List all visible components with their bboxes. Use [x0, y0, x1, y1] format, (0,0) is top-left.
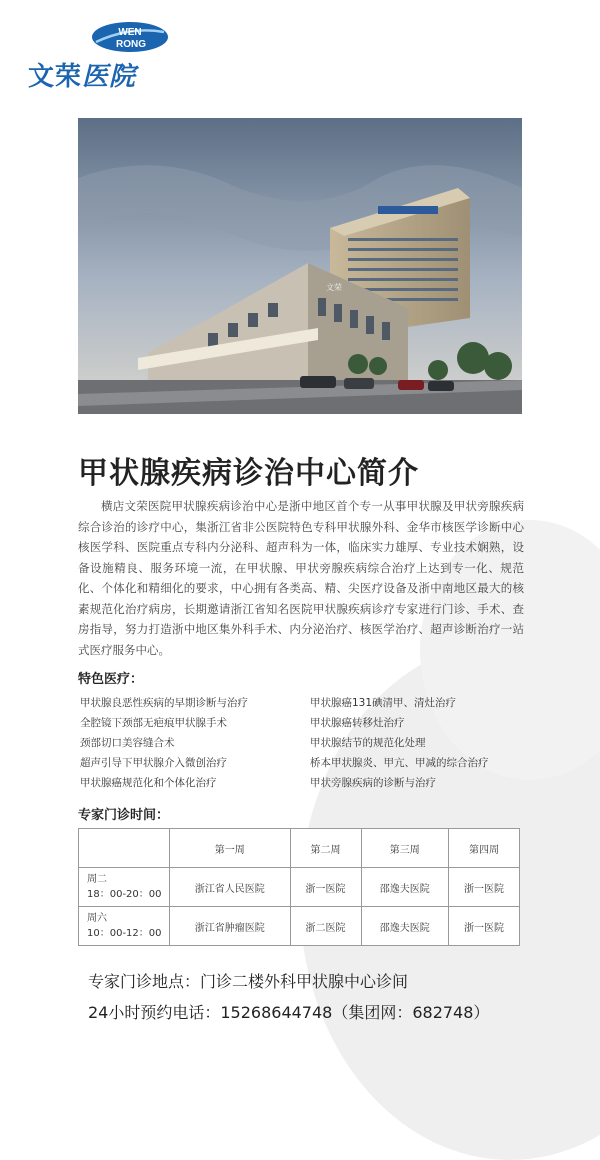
logo-badge-icon	[90, 20, 170, 54]
hospital-building-photo	[78, 118, 522, 414]
list-item: 甲状腺癌131碘清甲、清灶治疗	[310, 697, 457, 709]
table-header-cell: 第三周	[361, 829, 449, 868]
list-item: 甲状旁腺疾病的诊断与治疗	[310, 777, 436, 789]
list-item: 甲状腺良恶性疾病的早期诊断与治疗	[80, 697, 248, 709]
page-title: 甲状腺疾病诊治中心简介	[78, 456, 419, 491]
time-label: 10：00-12：00	[87, 928, 162, 939]
hospital-logo	[28, 20, 168, 90]
list-item: 全腔镜下颈部无疤痕甲状腺手术	[80, 717, 227, 729]
day-label: 周六	[87, 913, 107, 924]
svg-text:文荣: 文荣	[326, 283, 342, 292]
table-header-cell: 第一周	[170, 829, 291, 868]
table-header-cell	[79, 829, 170, 868]
svg-text:WEN: WEN	[118, 27, 142, 38]
features-heading: 特色医疗：	[78, 672, 144, 687]
table-cell: 浙一医院	[449, 868, 520, 907]
table-cell: 浙一医院	[449, 907, 520, 946]
row-header-cell	[79, 907, 170, 946]
list-item: 甲状腺癌转移灶治疗	[310, 717, 405, 729]
table-row	[79, 907, 520, 946]
table-cell: 浙江省肿瘤医院	[170, 907, 291, 946]
clinic-location: 专家门诊地点：门诊二楼外科甲状腺中心诊间	[88, 972, 409, 991]
appointment-phone: 24小时预约电话：15268644748（集团网：682748）	[88, 1003, 490, 1022]
logo-wordmark: 文荣医院	[28, 62, 137, 92]
list-item: 甲状腺结节的规范化处理	[310, 737, 426, 749]
table-row	[79, 868, 520, 907]
table-header-cell: 第四周	[449, 829, 520, 868]
schedule-heading: 专家门诊时间：	[78, 808, 170, 823]
list-item: 桥本甲状腺炎、甲亢、甲减的综合治疗	[310, 757, 489, 769]
list-item: 甲状腺癌规范化和个体化治疗	[80, 777, 217, 789]
table-cell: 浙二医院	[290, 907, 361, 946]
table-cell: 邵逸夫医院	[361, 868, 449, 907]
table-header-row	[79, 829, 520, 868]
day-label: 周二	[87, 874, 107, 885]
row-header-cell	[79, 868, 170, 907]
schedule-table	[78, 828, 520, 946]
intro-paragraph: 横店文荣医院甲状腺疾病诊治中心是浙中地区首个专一从事甲状腺及甲状旁腺疾病综合诊治的诊疗中心，集浙江省非公医院特色专科甲状腺外科、金华市核医学诊断中心核医学科、医院重点专科内分泌科、超声科为一体，临床实力雄厚、专业技术娴熟，设备设施精良、服务环境一流，在甲状腺、甲状旁腺疾病综合治疗上达到专一化、规范化、个体化和精细化的要求，中心拥有各类高、精、尖医疗设备及浙中南地区最大的核素规范化治疗病房，长期邀请浙江省知名医院甲状腺疾病诊疗专家进行门诊、手术、查房指导，努力打造浙中地区集外科手术、内分泌治疗、核医学治疗、超声诊断治疗一站式医疗服务中心。	[78, 499, 524, 657]
time-label: 18：00-20：00	[87, 889, 162, 900]
table-cell: 浙一医院	[290, 868, 361, 907]
svg-text:RONG: RONG	[116, 39, 146, 50]
list-item: 颈部切口美容缝合术	[80, 737, 175, 749]
table-header-cell: 第二周	[290, 829, 361, 868]
table-cell: 浙江省人民医院	[170, 868, 291, 907]
list-item: 超声引导下甲状腺介入微创治疗	[80, 757, 227, 769]
table-cell: 邵逸夫医院	[361, 907, 449, 946]
